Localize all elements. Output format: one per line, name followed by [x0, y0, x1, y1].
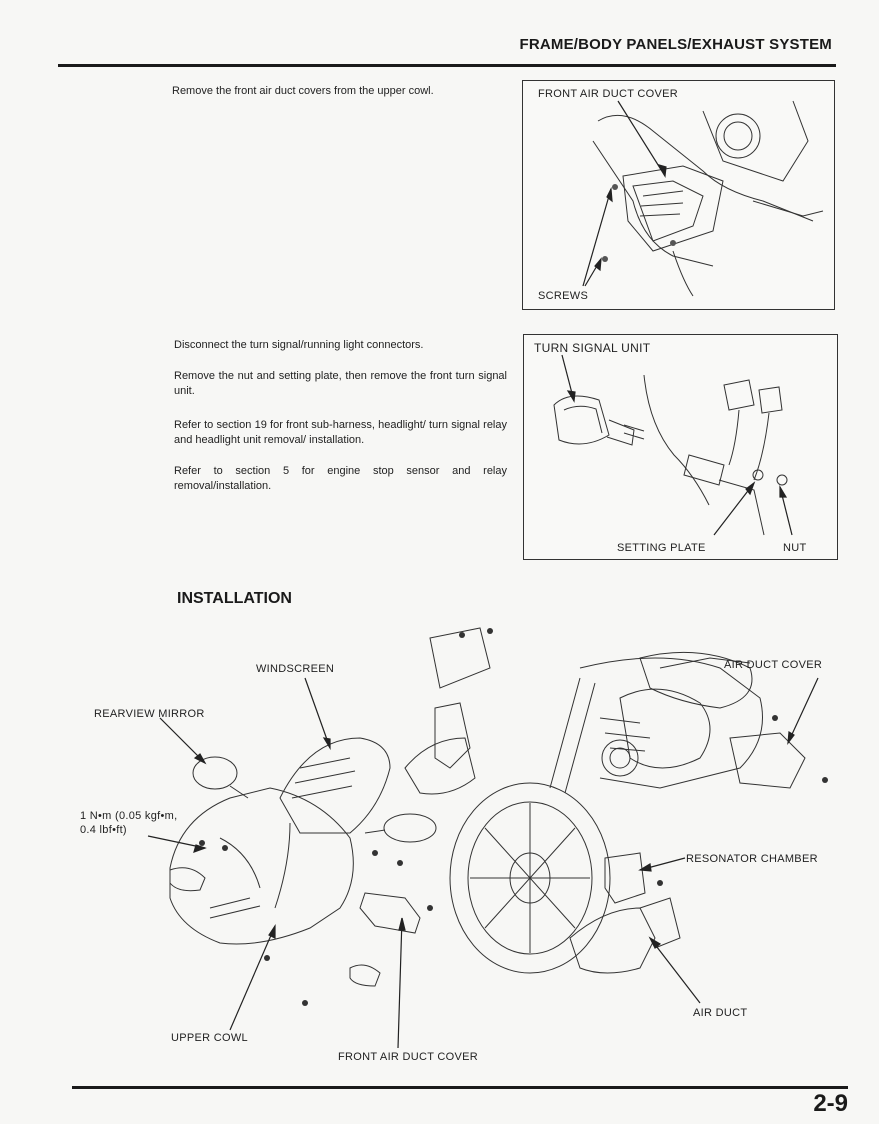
turn-signal-illustration: [524, 335, 837, 559]
label-air-duct: AIR DUCT: [693, 1007, 748, 1019]
label-upper-cowl: UPPER COWL: [171, 1032, 248, 1044]
fig1-label-front-air-duct-cover: FRONT AIR DUCT COVER: [538, 88, 679, 100]
label-front-air-duct-cover: FRONT AIR DUCT COVER: [338, 1051, 479, 1063]
label-torque-line-1: 1 N•m (0.05 kgf•m,: [80, 810, 178, 822]
fig2-label-turn-signal-unit: TURN SIGNAL UNIT: [534, 341, 651, 355]
removal-step-3: Remove the nut and setting plate, then remove the front turn signal unit.: [174, 370, 507, 397]
removal-step-2: Disconnect the turn signal/running light connectors.: [174, 339, 424, 351]
page-header-title: FRAME/BODY PANELS/EXHAUST SYSTEM: [519, 36, 832, 53]
footer-rule: [72, 1086, 848, 1089]
fig2-label-setting-plate: SETTING PLATE: [617, 542, 706, 554]
installation-exploded-diagram: [60, 608, 840, 1068]
figure-air-duct-cover: [522, 80, 835, 310]
header-rule: [58, 64, 836, 67]
fig1-label-screws: SCREWS: [538, 290, 589, 302]
label-windscreen: WINDSCREEN: [256, 663, 335, 675]
removal-step-5: Refer to section 5 for engine stop sensor and relay removal/installation.: [174, 465, 507, 492]
installation-heading: INSTALLATION: [177, 590, 292, 607]
removal-step-4: Refer to section 19 for front sub-harness, headlight/ turn signal relay and headlight unit removal/ installation.: [174, 419, 507, 446]
label-rearview-mirror: REARVIEW MIRROR: [94, 708, 205, 720]
label-air-duct-cover: AIR DUCT COVER: [724, 659, 823, 671]
air-duct-cover-illustration: [523, 81, 834, 309]
fig2-label-nut: NUT: [783, 542, 807, 554]
removal-step-1: Remove the front air duct covers from the upper cowl.: [172, 85, 434, 97]
figure-turn-signal-unit: [523, 334, 838, 560]
label-torque-line-2: 0.4 lbf•ft): [80, 824, 127, 836]
label-resonator-chamber: RESONATOR CHAMBER: [686, 853, 818, 865]
page-number: 2-9: [813, 1090, 848, 1117]
